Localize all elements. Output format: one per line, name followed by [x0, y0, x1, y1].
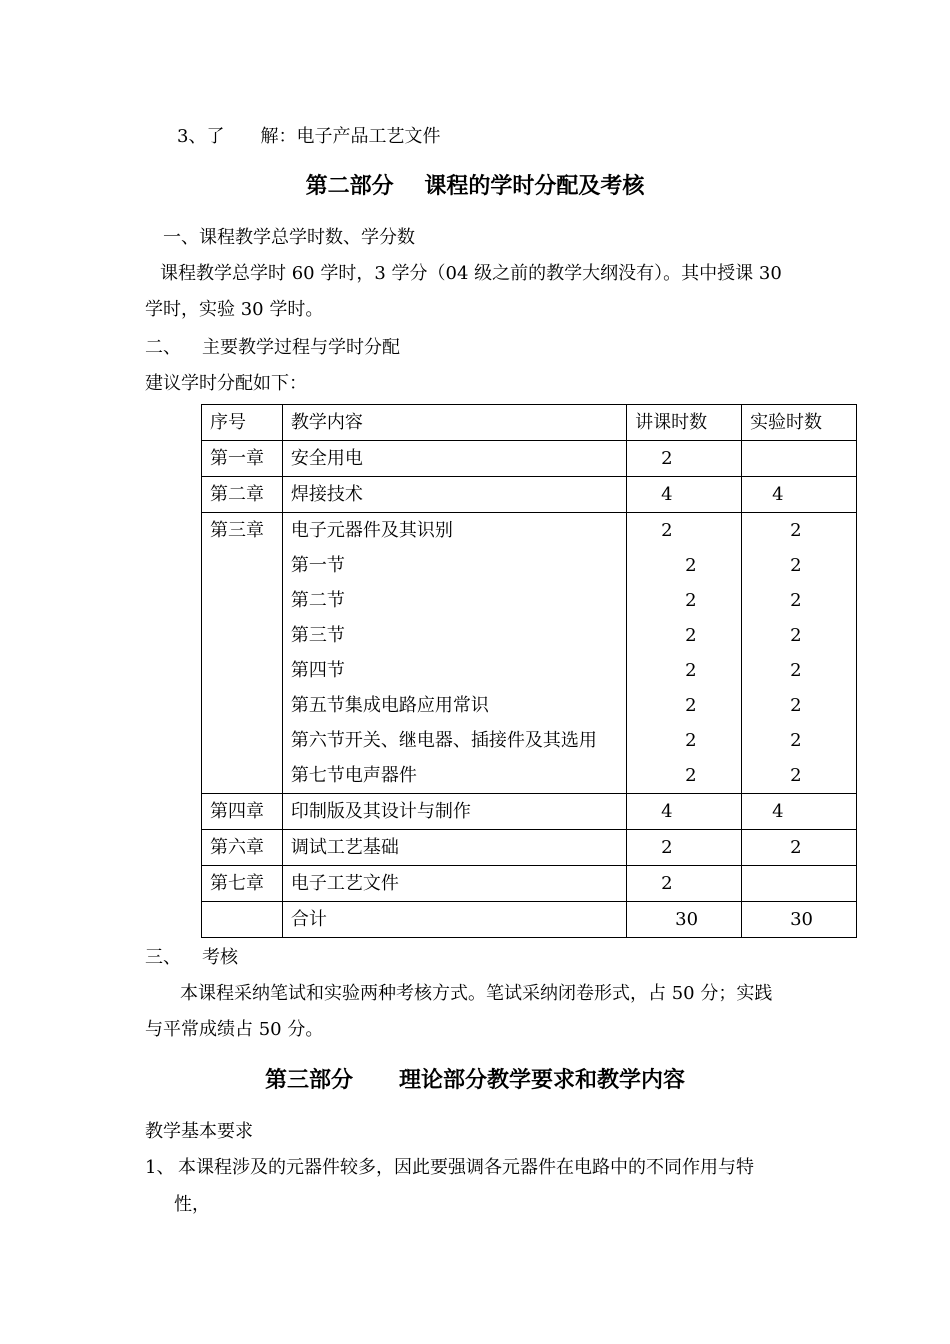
section3-number: 三、 [145, 947, 181, 968]
row-lab: 2 [742, 688, 857, 723]
table-row [202, 441, 857, 477]
section1-text-line1: 课程教学总学时 60 学时，3 学分（04 级之前的教学大纲没有）。其中授课 30 [160, 263, 782, 284]
item1-text-line2: 性， [174, 1194, 210, 1215]
table-row [202, 830, 857, 866]
table-total-row [202, 902, 857, 938]
part3-title [0, 1066, 950, 1096]
table-row [202, 723, 857, 758]
row-no: 第四章 [202, 794, 283, 830]
item1-text-line1: 本课程涉及的元器件较多，因此要强调各元器件在电路中的不同作用与特 [178, 1157, 754, 1178]
row-lecture: 4 [627, 477, 742, 513]
part2-title [0, 172, 950, 202]
table-row [202, 618, 857, 653]
row-no: 第六章 [202, 830, 283, 866]
section3-text-line2: 与平常成绩占 50 分。 [145, 1019, 324, 1040]
row-content: 第四节 [282, 653, 626, 688]
row-lab [742, 866, 857, 902]
row-content: 焊接技术 [282, 477, 626, 513]
row-lecture: 30 [627, 902, 742, 938]
header-content: 教学内容 [282, 405, 626, 441]
intro-list-item: 3、了 解：电子产品工艺文件 [177, 126, 441, 147]
row-content: 第二节 [282, 583, 626, 618]
section1-heading: 一、课程教学总学时数、学分数 [163, 227, 415, 248]
row-lecture: 2 [627, 866, 742, 902]
row-lecture: 2 [627, 758, 742, 794]
row-content: 调试工艺基础 [282, 830, 626, 866]
row-lecture: 2 [627, 513, 742, 549]
row-lab: 2 [742, 830, 857, 866]
row-lab: 2 [742, 513, 857, 549]
row-content: 第七节电声器件 [282, 758, 626, 794]
table-header-row [202, 405, 857, 441]
header-lecture-hours: 讲课时数 [627, 405, 742, 441]
section2-intro: 建议学时分配如下： [145, 373, 307, 394]
section3-text-line1: 本课程采纳笔试和实验两种考核方式。笔试采纳闭卷形式，占 50 分；实践 [180, 983, 773, 1004]
table-row [202, 758, 857, 794]
row-lab: 4 [742, 794, 857, 830]
row-lecture: 2 [627, 653, 742, 688]
table-row [202, 513, 857, 549]
table-row [202, 583, 857, 618]
part2-title-text: 课程的学时分配及考核 [424, 174, 645, 199]
row-lab: 2 [742, 653, 857, 688]
table-row [202, 866, 857, 902]
row-content: 印制版及其设计与制作 [282, 794, 626, 830]
basic-requirements-heading: 教学基本要求 [145, 1121, 253, 1142]
row-lab: 2 [742, 758, 857, 794]
row-lab: 4 [742, 477, 857, 513]
part3-title-text: 理论部分教学要求和教学内容 [398, 1068, 685, 1093]
hours-allocation-table [201, 404, 857, 938]
row-lab: 2 [742, 548, 857, 583]
row-no: 第三章 [202, 513, 283, 794]
row-content: 电子工艺文件 [282, 866, 626, 902]
table-row [202, 653, 857, 688]
row-no [202, 902, 283, 938]
table-row [202, 794, 857, 830]
part3-title-prefix: 第三部分 [265, 1068, 354, 1093]
row-no: 第二章 [202, 477, 283, 513]
row-lecture: 2 [627, 830, 742, 866]
table-row [202, 477, 857, 513]
row-lecture: 2 [627, 723, 742, 758]
row-lecture: 4 [627, 794, 742, 830]
row-lecture: 2 [627, 441, 742, 477]
row-lab: 2 [742, 618, 857, 653]
row-content: 第三节 [282, 618, 626, 653]
table-row [202, 548, 857, 583]
row-lab: 2 [742, 583, 857, 618]
row-no: 第七章 [202, 866, 283, 902]
item1-number: 1、 [145, 1157, 175, 1178]
row-lecture: 2 [627, 618, 742, 653]
section1-text-line2: 学时，实验 30 学时。 [145, 299, 324, 320]
row-content: 第六节开关、继电器、插接件及其选用 [282, 723, 626, 758]
row-lecture: 2 [627, 548, 742, 583]
row-lab: 2 [742, 723, 857, 758]
section3-heading: 考核 [202, 947, 238, 968]
row-content: 安全用电 [282, 441, 626, 477]
header-lab-hours: 实验时数 [742, 405, 857, 441]
row-content: 第一节 [282, 548, 626, 583]
row-lecture: 2 [627, 583, 742, 618]
header-no: 序号 [202, 405, 283, 441]
part2-title-prefix: 第二部分 [305, 174, 394, 199]
row-content: 电子元器件及其识别 [282, 513, 626, 549]
row-no: 第一章 [202, 441, 283, 477]
row-lecture: 2 [627, 688, 742, 723]
table-row [202, 688, 857, 723]
row-lab [742, 441, 857, 477]
row-lab: 30 [742, 902, 857, 938]
section2-heading: 主要教学过程与学时分配 [202, 337, 400, 358]
row-content: 合计 [282, 902, 626, 938]
section2-number: 二、 [145, 337, 181, 358]
row-content: 第五节集成电路应用常识 [282, 688, 626, 723]
